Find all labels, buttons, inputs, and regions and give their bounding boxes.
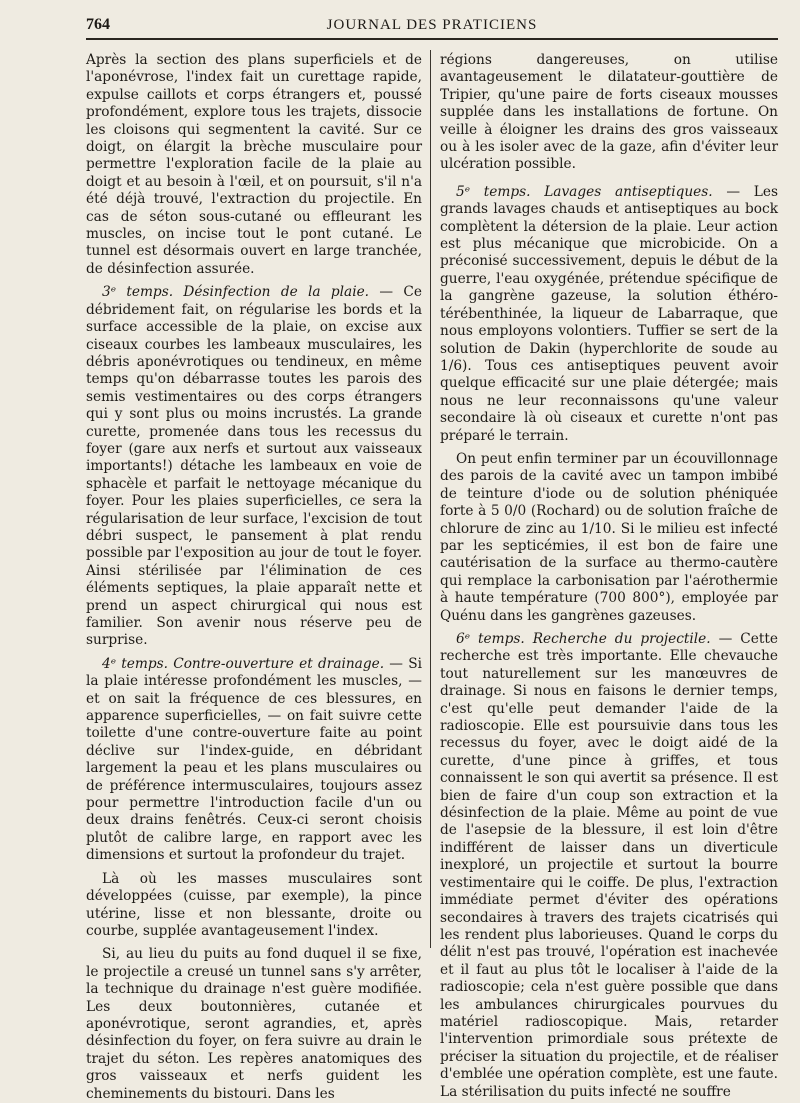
section-text: — Ce débridement fait, on régularise les bords et la surface accessible de la plaie, on excise aux ciseaux courbes les lambeaux musculaires, les débris aponévrotiques ou tendineux, en même temps qu'on débarrasse toutes les parois des semis vestimentaires ou des corps étrangers qui y sont plus ou moins incrustés. La grande curette, promenée dans tous les recessus du foyer (gare aux nerfs et surtout aux vaisseaux importants!) détache les lambeaux en voie de sphacèle et parfait le nettoyage mécanique du foyer. Pour les plaies superficielles, ce sera la régularisation de leur surface, l'excision de tout débri suspect, le pansement à plat rendu possible par l'exposition au jour de tout le foyer. Ainsi stérilisée par l'élimination de ces éléments septiques, la plaie apparaît nette et prend un aspect chirurgical qui nous est familier. Son avenir nous réserve peu de surprise. — [86, 284, 422, 649]
paragraph: régions dangereuses, on utilise avantageusement le dilatateur-gouttière de Tripier, qu'une paire de forts ciseaux mousses supplée dans les installations de fortune. On veille à éloigner les drains des gros vaisseaux ou à les isoler avec de la gaze, afin d'éviter leur ulcération possible. — [440, 52, 778, 173]
left-column — [86, 52, 422, 1103]
right-column — [440, 52, 778, 1101]
paragraph — [440, 184, 778, 445]
paragraph — [86, 284, 422, 650]
column-divider — [430, 50, 431, 948]
section-heading: 3ᵉ temps. Désinfection de la plaie. — [102, 284, 370, 301]
page-header — [86, 14, 778, 40]
paragraph — [440, 631, 778, 1101]
paragraph: Si, au lieu du puits au fond duquel il se fixe, le projectile a creusé un tunnel sans s'y arrêter, la technique du drainage n'est guère modifiée. Les deux boutonnières, cutanée et aponévrotique, seront agrandies, et, après désinfection du foyer, on fera suivre au drain le trajet du séton. Les repères anatomiques des gros vaisseaux et nerfs guident les cheminements du bistouri. Dans les — [86, 946, 422, 1102]
page-number: 764 — [86, 16, 110, 33]
section-heading: 6ᵉ temps. Recherche du projectile. — [456, 631, 711, 647]
section-heading: 5ᵉ temps. Lavages antiseptiques. — [456, 183, 713, 200]
paragraph: Après la section des plans superficiels et de l'aponévrose, l'index fait un curettage rapide, expulse caillots et corps étrangers et, poussé profondément, explore tous les trajets, dissocie les cloisons qui segmentent la cavité. Sur ce doigt, on élargit la brèche musculaire pour permettre l'exploration facile de la plaie au doigt et au besoin à l'œil, et on poursuit, s'il n'a été déjà trouvé, l'extraction du projectile. En cas de séton sous-cutané ou effleurant les muscles, on incise tout le pont cutané. Le tunnel est désormais ouvert en large tranchée, de désinfection assurée. — [86, 52, 422, 277]
paragraph: Là où les masses musculaires sont développées (cuisse, par exemple), la pince utérine, lisse et non blessante, droite ou courbe, supplée avantageusement l'index. — [86, 870, 422, 939]
section-heading: 4ᵉ temps. Contre-ouverture et drainage. — [102, 655, 385, 672]
paragraph — [86, 656, 422, 865]
section-text: — Cette recherche est très importante. Elle chevauche tout naturellement sur les manœuvres de drainage. Si nous en faisons le dernier temps, c'est qu'elle peut demander l'aide de la radioscopie. Elle est poursuivie dans tous les recessus du foyer, avec le doigt aidé de la curette, d'une pince à griffes, et tous connaissent le son qui avertit sa présence. Il est bien de faire d'un coup son extraction et la désinfection de la plaie. Même au point de vue de l'asepsie de la blessure, il est loin d'être indifférent de laisser dans un diverticule inexploré, un projectile et surtout la bourre vestimentaire qui le coiffe. De plus, l'extraction immédiate permet d'éviter des opérations secondaires à travers des trajets cicatrisés qui les rendent plus laborieuses. Quand le corps du délit n'est pas trouvé, l'opération est inachevée et il faut au plus tôt le localiser à l'aide de la radioscopie; cela n'est guère possible que dans les ambulances chirurgicales pourvues du matériel radioscopique. Mais, retarder l'intervention primordiale sous prétexte de préciser la situation du projectile, et de réaliser d'emblée une opération complète, est une faute. La stérilisation du puits infecté ne souffre — [440, 631, 778, 1100]
running-title: JOURNAL DES PRATICIENS — [326, 17, 538, 33]
section-text: — Les grands lavages chauds et antiseptiques au bock complètent la détersion de la plaie. Leur action est plus mécanique que microbicide. On a préconisé successivement, depuis le début de la guerre, l'eau oxygénée, prétendue spécifique de la gangrène gazeuse, la solution éthéro-térébenthinée, la liqueur de Labarraque, que nous employons volontiers. Tuffier se sert de la solution de Dakin (hyperchlorite de soude au 1/6). Tous ces antiseptiques peuvent avoir quelque efficacité sur une plaie détergée; mais nous ne leur reconnaissons qu'une valeur secondaire là où ciseaux et curette n'ont pas préparé le terrain. — [440, 183, 778, 444]
paragraph: On peut enfin terminer par un écouvillonnage des parois de la cavité avec un tampon imbibé de teinture d'iode ou de solution phéniquée forte à 5 0/0 (Rochard) ou de solution fraîche de chlorure de zinc au 1/10. Si le milieu est infecté par les septicémies, il est bon de faire une cautérisation de la surface au thermo-cautère qui remplace la carbonisation par l'aérothermie à haute température (700 800°), employée par Quénu dans les gangrènes gazeuses. — [440, 450, 778, 624]
section-text: — Si la plaie intéresse profondément les muscles, — et on sait la fréquence de ces blessures, en apparence superficielles, — on fait suivre cette toilette d'une contre-ouverture faite au point déclive sur l'index-guide, en débridant largement la peau et les plans musculaires ou de préférence intermusculaires, toujours assez pour permettre l'introduction facile d'un ou deux drains fenêtrés. Ceux-ci seront choisis plutôt de calibre large, en rapport avec les dimensions et surtout la profondeur du trajet. — [86, 655, 422, 864]
